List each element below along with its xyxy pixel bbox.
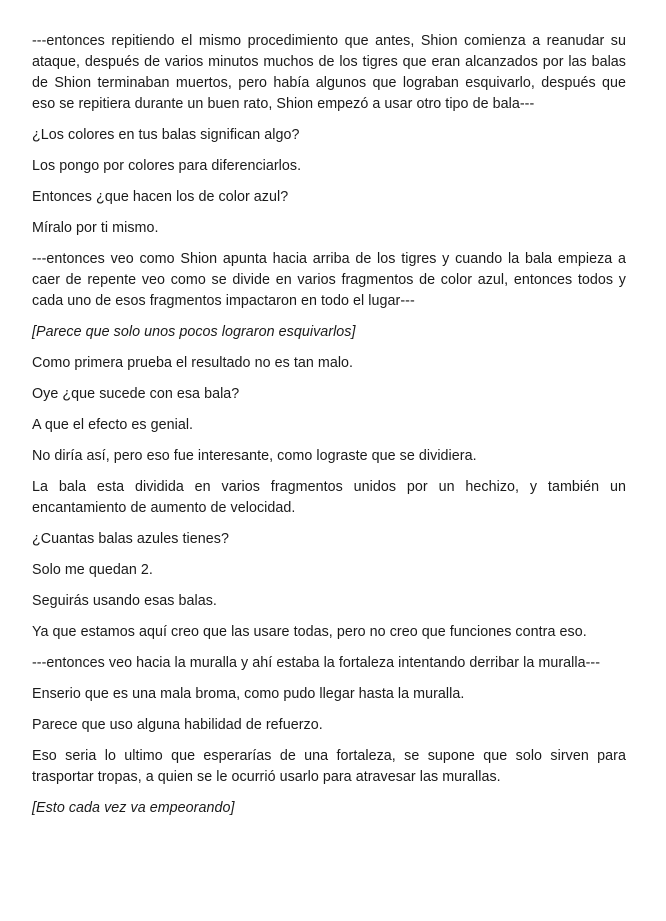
- dialogue-line: Ya que estamos aquí creo que las usare todas, pero no creo que funciones contra eso.: [32, 624, 587, 640]
- dialogue-line: Entonces ¿que hacen los de color azul?: [32, 189, 289, 205]
- dialogue-line: Parece que uso alguna habilidad de refuerzo.: [32, 717, 323, 733]
- narration-paragraph: ---entonces veo como Shion apunta hacia arriba de los tigres y cuando la bala empieza a caer de repente veo como se divide en varios fragmentos de color azul, entonces todos y cada uno de esos fragmentos impactaron en todo el lugar---: [32, 251, 626, 309]
- dialogue-line: Solo me quedan 2.: [32, 562, 153, 578]
- system-message: [Parece que solo unos pocos lograron esquivarlos]: [32, 324, 356, 340]
- dialogue-line: Eso seria lo ultimo que esperarías de una fortaleza, se supone que solo sirven para trasportar tropas, a quien se le ocurrió usarlo para atravesar las murallas.: [32, 748, 626, 785]
- dialogue-line: Seguirás usando esas balas.: [32, 593, 217, 609]
- dialogue-line: Oye ¿que sucede con esa bala?: [32, 386, 240, 402]
- dialogue-line: La bala esta dividida en varios fragmentos unidos por un hechizo, y también un encantamiento de aumento de velocidad.: [32, 479, 626, 516]
- dialogue-line: ¿Los colores en tus balas significan algo?: [32, 127, 300, 143]
- narration-paragraph: ---entonces repitiendo el mismo procedimiento que antes, Shion comienza a reanudar su ataque, después de varios minutos muchos de los tigres que eran alcanzados por las balas de Shion terminaban muertos, pero había algunos que lograban esquivarlo, después que eso se repitiera durante un buen rato, Shion empezó a usar otro tipo de bala---: [32, 33, 626, 112]
- dialogue-line: Como primera prueba el resultado no es tan malo.: [32, 355, 354, 371]
- dialogue-line: No diría así, pero eso fue interesante, como lograste que se dividiera.: [32, 448, 477, 464]
- dialogue-line: ¿Cuantas balas azules tienes?: [32, 531, 229, 547]
- dialogue-line: Míralo por ti mismo.: [32, 220, 159, 236]
- dialogue-line: Los pongo por colores para diferenciarlos.: [32, 158, 302, 174]
- narration-paragraph: ---entonces veo hacia la muralla y ahí estaba la fortaleza intentando derribar la muralla---: [32, 655, 601, 671]
- dialogue-line: A que el efecto es genial.: [32, 417, 194, 433]
- dialogue-line: Enserio que es una mala broma, como pudo llegar hasta la muralla.: [32, 686, 465, 702]
- system-message: [Esto cada vez va empeorando]: [32, 800, 235, 816]
